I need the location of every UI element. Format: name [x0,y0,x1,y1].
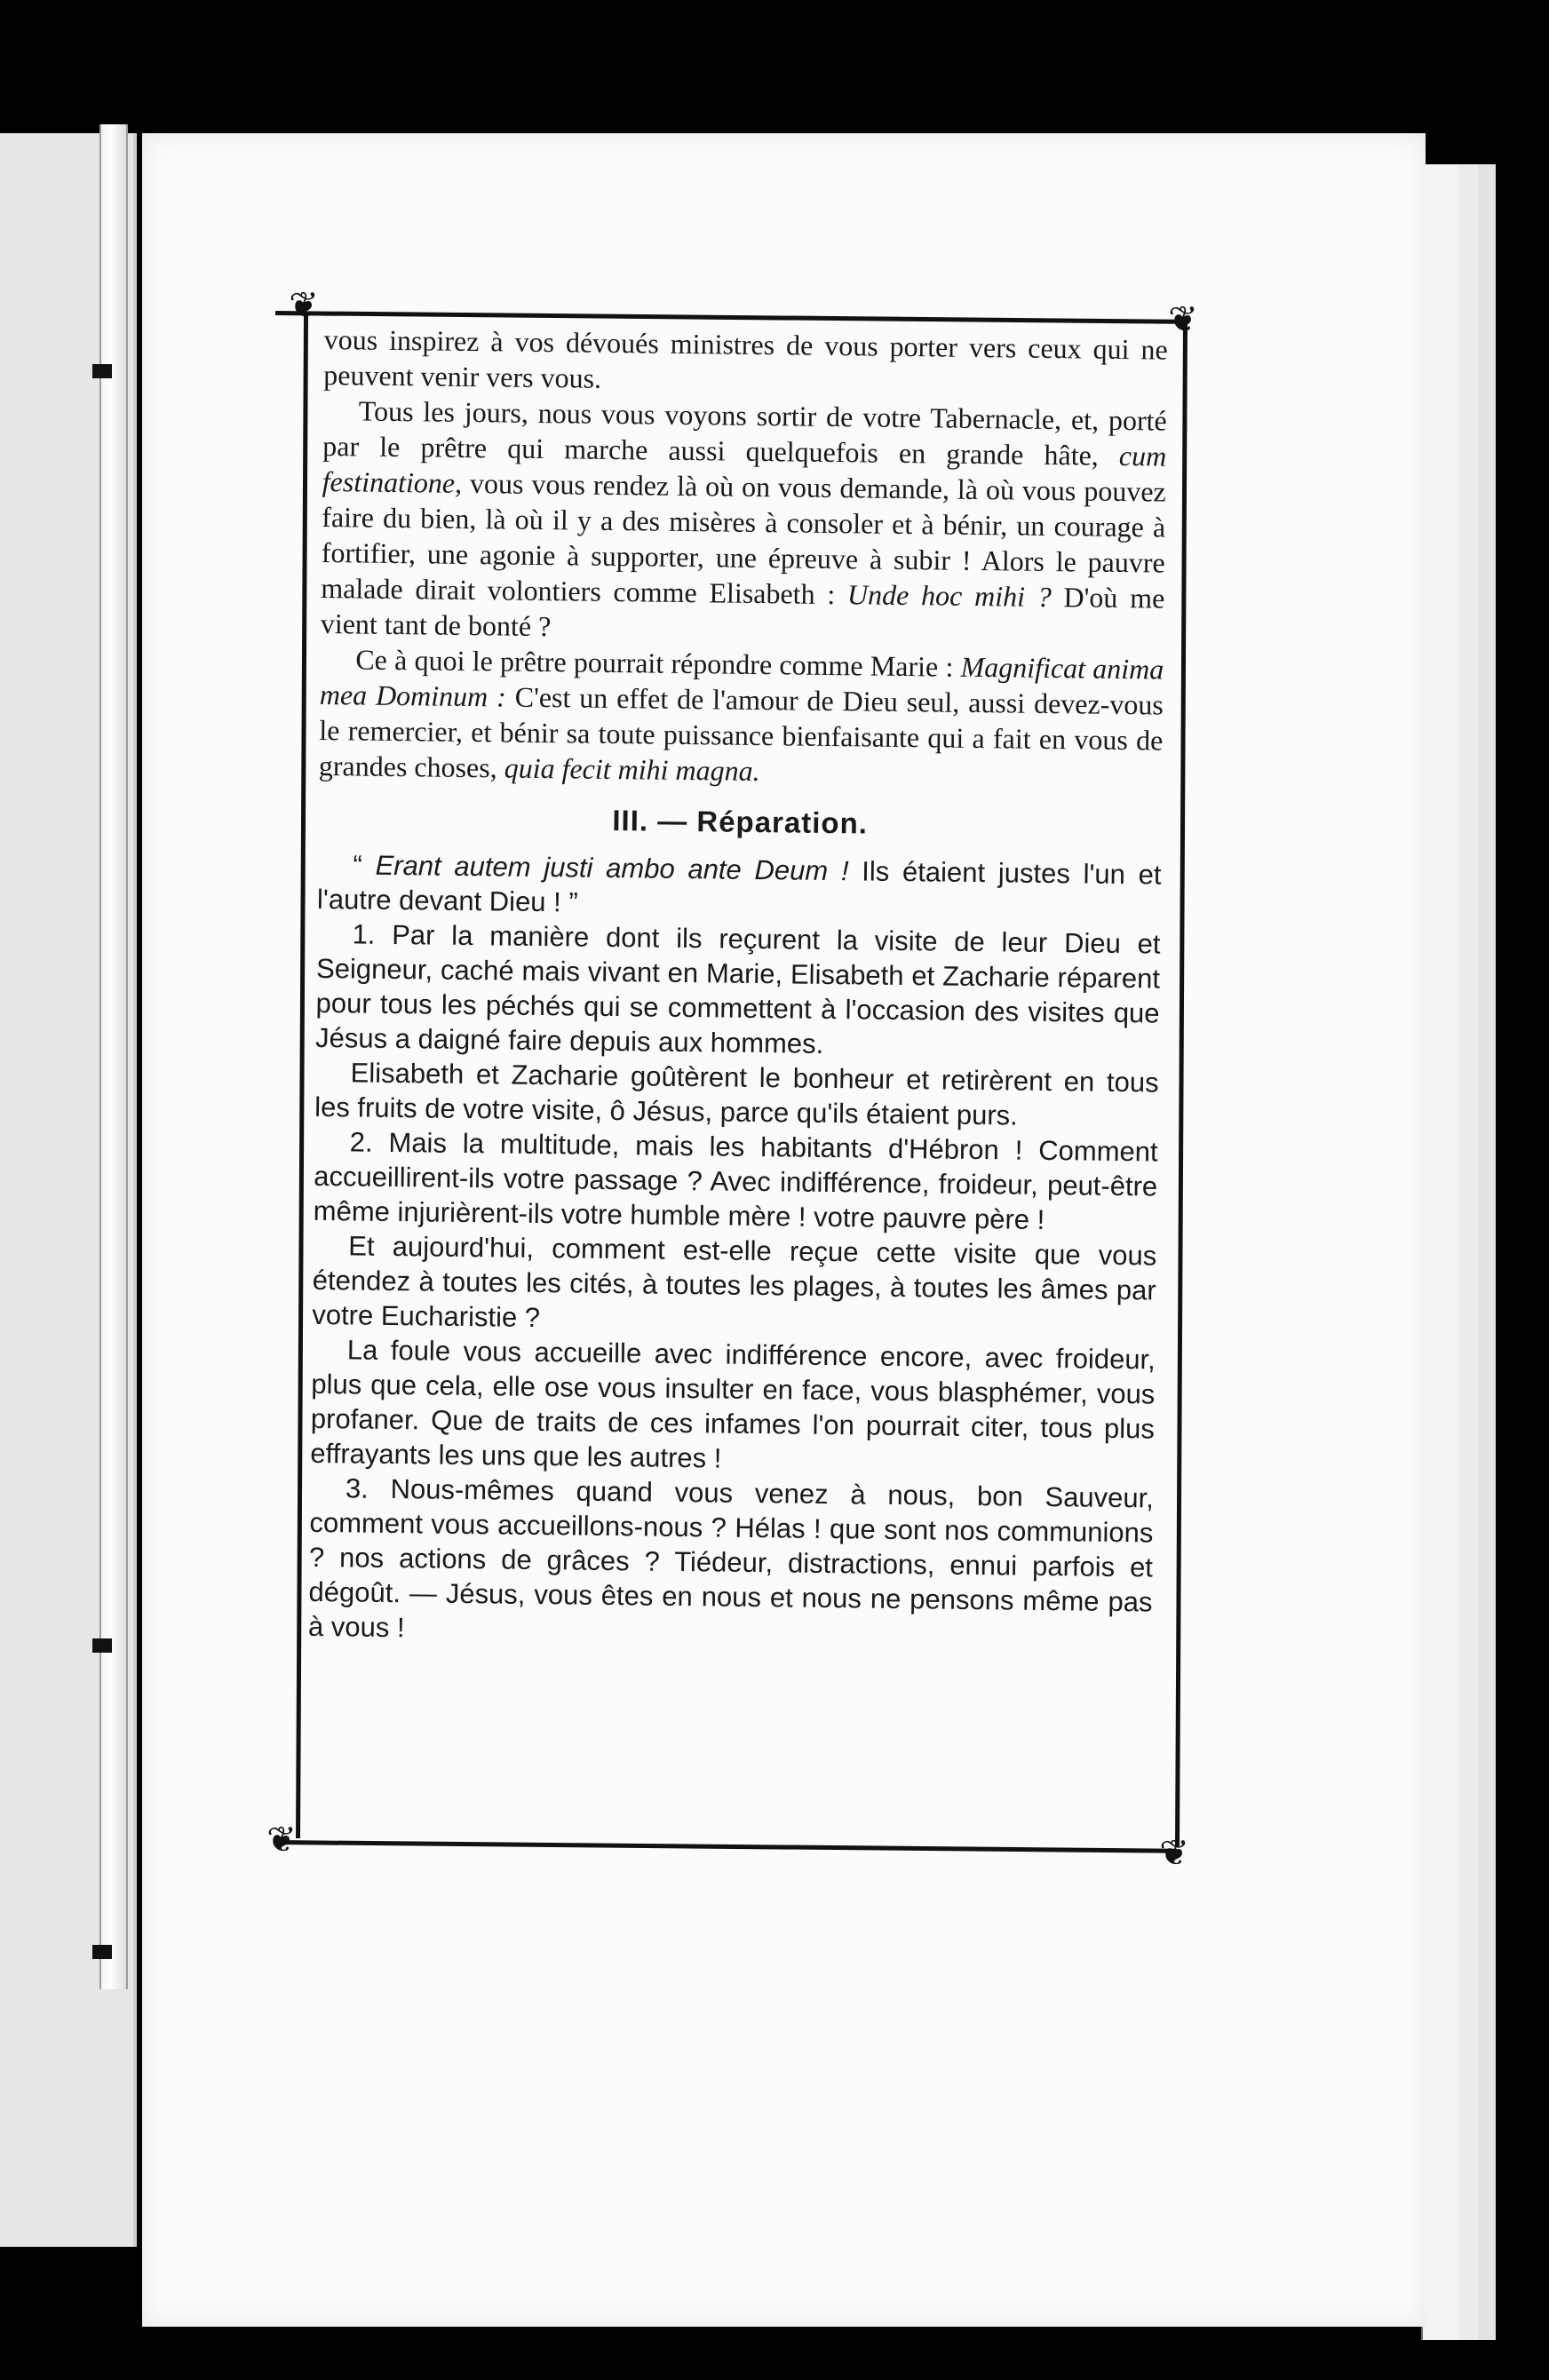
text-run: Elisabeth et Zacharie goûtèrent le bonheur et retirèrent en tous les fruits de votre visite, ô Jésus, parce qu'ils étaient purs. [314,1057,1159,1131]
text-run: 1. Par la manière dont ils reçurent la visite de leur Dieu et Seigneur, caché mais vivant en Marie, Elisabeth et Zacharie réparent pour tous les péchés qui se commettent à l'occasion des visites que Jésus a daigné faire depuis aux hommes. [314,918,1161,1059]
text-run: Et aujourd'hui, comment est-elle reçue cette visite que vous étendez à toutes les cités, à toutes les plages, à toutes les âmes par votre Eucharistie ? [312,1230,1157,1334]
latin-phrase: cum festinatione, [322,439,1167,499]
text-run: 3. Nous-mêmes quand vous venez à nous, bon Sauveur, comment vous accueillons-nous ? Hélas ! que sont nos communions ? nos actions de grâces ? Tiédeur, distractions, ennui parfois et dégoût. — Jésus, vous êtes en nous et nous ne pensons même pas à vous ! [307,1472,1155,1644]
paragraph [310,1332,1156,1481]
spine-mark [92,1945,112,1959]
frame-right-rule [1175,323,1188,1846]
text-run: Ils étaient justes l'un et l'autre devant Dieu ! ” [316,855,1162,918]
frame-left-rule [296,315,308,1838]
spine-mark [92,364,112,378]
latin-phrase: Magnificat anima mea Dominum : [319,650,1164,713]
paragraph [312,1228,1156,1343]
text-run: 2. Mais la multitude, mais les habitants d'Hébron ! Comment accueillirent-ils votre passage ? Avec indifférence, froideur, peut-être même injurièrent-ils votre humble mère ! votre pauvre père ! [313,1126,1158,1235]
latin-phrase: Erant autem justi ambo ante Deum ! [375,849,849,887]
paragraph [319,641,1164,794]
book-spine [99,124,128,1989]
page-text [308,321,1168,1654]
latin-phrase: Unde hoc mihi ? [846,578,1052,614]
corner-ornament-icon: ❦ [1168,299,1198,339]
latin-phrase: quia fecit mihi magna. [504,751,760,788]
text-run: vous vous rendez là où on vous demande, là où vous pouvez faire du bien, là où il y a des misères à consoler et à bénir, un courage à fortifier, une agonie à supporter, une épreuve à subir ! Alors le pauvre malade dirait volontiers comme Elisabeth : [321,467,1166,611]
section-body [308,847,1162,1654]
paragraph [317,847,1162,927]
frame-bottom-rule [275,1840,1177,1853]
book-page [142,133,1426,2327]
text-run: D'où me vient tant de bonté ? [320,581,1165,643]
corner-ornament-icon: ❦ [266,1820,297,1860]
text-run: Tous les jours, nous vous voyons sortir de votre Tabernacle, et, porté par le prêtre qui marche aussi quelquefois en grande hâte, [322,394,1167,472]
page-edge [1421,164,1458,2340]
paragraph [314,1055,1159,1135]
paragraph [315,916,1161,1066]
paragraph [314,1124,1158,1239]
section-heading: III. — Réparation. [612,804,869,840]
corner-ornament-icon: ❦ [1159,1833,1189,1873]
text-run: C'est un effet de l'amour de Dieu seul, aussi devez-vous le remercier, et bénir sa toute puissance bienfaisante qui a fait en vous de grandes choses, [318,680,1164,784]
paragraph [323,321,1168,403]
paragraph [308,1471,1154,1654]
spine-mark [92,1638,112,1653]
text-run: Ce à quoi le prêtre pourrait répondre comme Marie : [355,643,954,683]
text-run: La foule vous accueille avec indifférence encore, avec froideur, plus que cela, elle ose vous insulter en face, vous blasphémer, vous profaner. Que de traits de ces infames l'on pourrait citer, tous plus effrayants les uns que les autres ! [310,1334,1156,1474]
paragraph [321,393,1167,652]
text-run: “ [353,849,363,881]
corner-ornament-icon: ❦ [289,285,319,325]
text-run: vous inspirez à vos dévoués ministres de vous porter vers ceux qui ne peuvent venir vers vous. [323,322,1168,394]
